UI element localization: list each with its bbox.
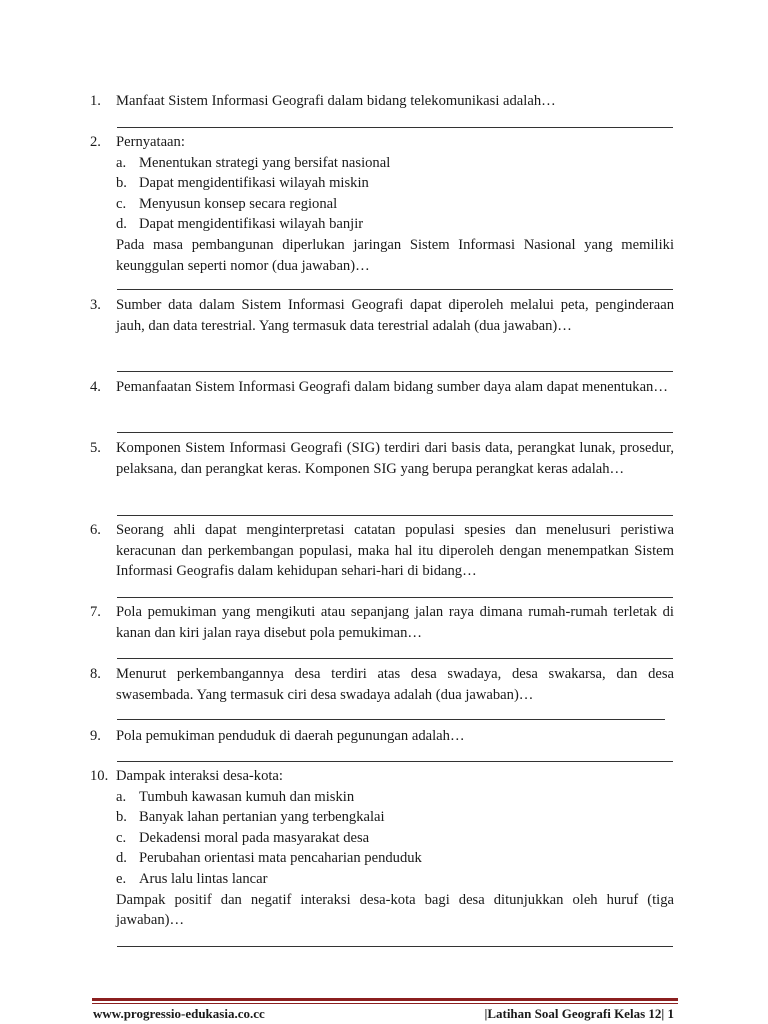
question-number: 9. [90, 728, 101, 744]
option-text: Perubahan orientasi mata pencaharian penduduk [139, 850, 422, 867]
option-text: Arus lalu lintas lancar [139, 870, 268, 887]
question-8 [90, 664, 674, 705]
option-letter: c. [116, 829, 127, 846]
option-text: Menentukan strategi yang bersifat nasional [139, 154, 391, 171]
question-text: Sumber data dalam Sistem Informasi Geografi dapat diperoleh melalui peta, penginderaan jauh, dan data terestrial. Yang termasuk data terestrial adalah (dua jawaban)… [116, 297, 674, 334]
answer-line-10[interactable] [117, 946, 673, 947]
question-intro: Pernyataan: [116, 134, 185, 150]
footer-rule [92, 998, 678, 1001]
answer-line-9[interactable] [117, 761, 673, 762]
answer-line-1[interactable] [117, 127, 673, 128]
question-number: 2. [90, 134, 101, 150]
answer-line-5[interactable] [117, 515, 673, 516]
option-list [116, 787, 674, 890]
option-letter: a. [116, 788, 127, 805]
question-5 [90, 438, 674, 479]
question-number: 6. [90, 522, 101, 538]
question-text: Menurut perkembangannya desa terdiri atas desa swadaya, desa swakarsa, dan desa swasembada. Yang termasuk ciri desa swadaya adalah (dua jawaban)… [116, 666, 674, 703]
option-item [116, 214, 674, 235]
option-letter: b. [116, 175, 127, 192]
option-letter: c. [116, 195, 127, 212]
option-text: Dapat mengidentifikasi wilayah banjir [139, 216, 364, 233]
option-letter: d. [116, 850, 127, 867]
question-number: 7. [90, 604, 101, 620]
option-text: Dekadensi moral pada masyarakat desa [139, 829, 370, 846]
question-text: Seorang ahli dapat menginterpretasi catatan populasi spesies dan menelusuri peristiwa keracunan dan perkembangan populasi, maka hal itu diperoleh dengan menempatkan Sistem Informasi Geografis dalam kehidupan sehari-hari di bidang… [116, 522, 674, 580]
footer-title: |Latihan Soal Geografi Kelas 12| 1 [484, 1006, 674, 1021]
question-text: Komponen Sistem Informasi Geografi (SIG) terdiri dari basis data, perangkat lunak, prosedur, pelaksana, dan perangkat keras. Komponen SIG yang berupa perangkat keras adalah… [116, 440, 674, 477]
question-text: Pola pemukiman yang mengikuti atau sepanjang jalan raya dimana rumah-rumah terletak di kanan dan kiri jalan raya disebut pola pemukiman… [116, 604, 674, 641]
option-letter: a. [116, 154, 127, 171]
option-letter: b. [116, 809, 127, 826]
question-number: 1. [90, 93, 101, 109]
option-item [116, 194, 674, 215]
answer-line-8[interactable] [117, 719, 665, 720]
question-2 [90, 132, 674, 276]
answer-line-4[interactable] [117, 432, 673, 433]
option-item [116, 173, 674, 194]
footer-rule-thin [92, 1003, 678, 1004]
question-10 [90, 766, 674, 931]
option-list [116, 153, 674, 235]
option-item [116, 807, 674, 828]
option-item [116, 153, 674, 174]
question-text: Pada masa pembangunan diperlukan jaringan Sistem Informasi Nasional yang memiliki keunggulan seperti nomor (dua jawaban)… [116, 236, 674, 274]
answer-line-3[interactable] [117, 371, 673, 372]
footer-website: www.progressio-edukasia.co.cc [93, 1006, 265, 1021]
question-number: 10. [90, 768, 109, 784]
answer-line-7[interactable] [117, 658, 673, 659]
option-text: Dapat mengidentifikasi wilayah miskin [139, 175, 369, 192]
question-3 [90, 295, 674, 336]
question-number: 4. [90, 379, 101, 395]
option-letter: e. [116, 870, 127, 887]
option-item [116, 787, 674, 808]
question-6 [90, 520, 674, 582]
option-text: Banyak lahan pertanian yang terbengkalai [139, 809, 385, 826]
question-number: 3. [90, 297, 101, 313]
question-7 [90, 602, 674, 643]
option-letter: d. [116, 216, 127, 233]
option-item [116, 848, 674, 869]
question-number: 5. [90, 440, 101, 456]
question-text: Pola pemukiman penduduk di daerah pegunungan adalah… [116, 728, 465, 744]
question-intro: Dampak interaksi desa-kota: [116, 768, 283, 784]
question-text: Pemanfaatan Sistem Informasi Geografi dalam bidang sumber daya alam dapat menentukan… [116, 379, 668, 395]
answer-line-6[interactable] [117, 597, 673, 598]
question-4 [90, 377, 674, 398]
option-text: Tumbuh kawasan kumuh dan miskin [139, 788, 355, 805]
option-text: Menyusun konsep secara regional [139, 195, 338, 212]
question-number: 8. [90, 666, 101, 682]
question-1 [90, 91, 674, 112]
question-text: Manfaat Sistem Informasi Geografi dalam bidang telekomunikasi adalah… [116, 93, 556, 109]
option-item [116, 828, 674, 849]
option-item [116, 869, 674, 890]
question-9 [90, 726, 674, 747]
answer-line-2[interactable] [117, 289, 673, 290]
question-text: Dampak positif dan negatif interaksi desa-kota bagi desa ditunjukkan oleh huruf (tiga jawaban)… [116, 891, 674, 929]
